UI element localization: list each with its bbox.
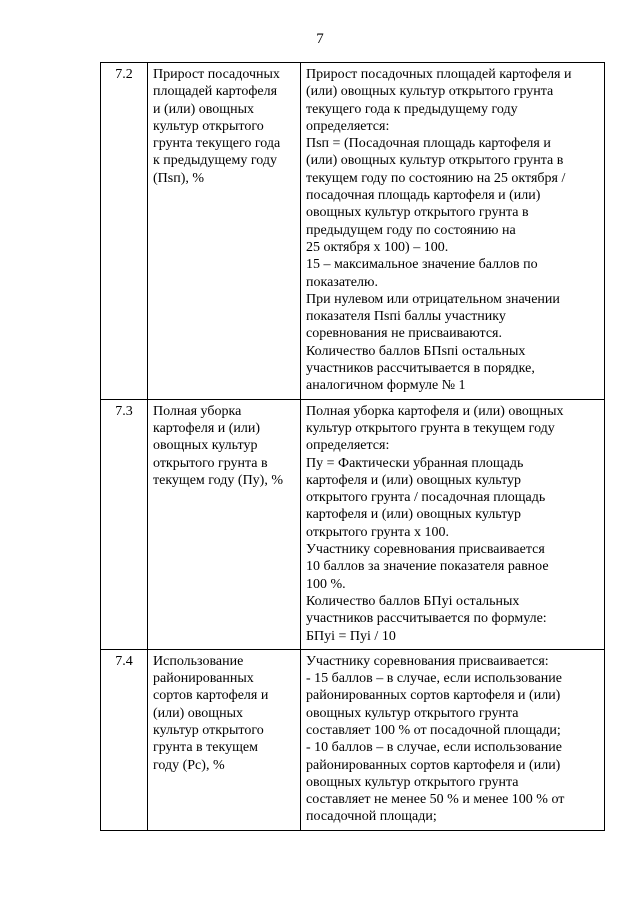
- text-line: сортов картофеля и: [153, 688, 269, 704]
- row-number: 7.2: [101, 63, 148, 400]
- text-line: грунта текущего года: [153, 136, 281, 152]
- text-line: 25 октября х 100) – 100.: [306, 239, 449, 255]
- text-line: картофеля и (или) овощных культур: [306, 507, 522, 523]
- text-line: районированных: [153, 671, 254, 687]
- text-line: предыдущем году по состоянию на: [306, 222, 516, 238]
- text-line: составляет не менее 50 % и менее 100 % от: [306, 792, 565, 808]
- indicator-description: [301, 399, 605, 649]
- text-line: текущего года к предыдущему году: [306, 101, 518, 117]
- indicator-description: [301, 63, 605, 400]
- table-row: [101, 63, 605, 400]
- text-line: открытого грунта / посадочная площадь: [306, 490, 546, 506]
- text-line: Участнику соревнования присваивается:: [306, 653, 549, 669]
- table-row: [101, 399, 605, 649]
- text-line: площадей картофеля: [153, 84, 278, 100]
- text-line: году (Рс), %: [153, 757, 225, 773]
- text-line: к предыдущему году: [153, 153, 277, 169]
- text-line: 15 – максимальное значение баллов по: [306, 257, 538, 273]
- text-line: посадочной площади;: [306, 809, 437, 825]
- text-line: картофеля и (или) овощных культур: [306, 472, 522, 488]
- indicator-name: [148, 63, 301, 400]
- text-line: аналогичном формуле № 1: [306, 378, 466, 394]
- text-line: БПуi = Пуi / 10: [306, 628, 396, 644]
- text-line: Прирост посадочных площадей картофеля и: [306, 67, 572, 82]
- text-line: показателю.: [306, 274, 378, 290]
- text-line: Участнику соревнования присваивается: [306, 542, 545, 558]
- indicator-description: [301, 649, 605, 830]
- text-line: Прирост посадочных: [153, 67, 280, 82]
- text-line: Использование: [153, 653, 244, 669]
- text-line: 100 %.: [306, 576, 346, 592]
- text-line: текущем году (Пу), %: [153, 472, 283, 488]
- criteria-table: [100, 62, 605, 831]
- text-line: текущем году по состоянию на 25 октября /: [306, 170, 566, 186]
- text-line: Пу = Фактически убранная площадь: [306, 455, 524, 471]
- text-line: открытого грунта х 100.: [306, 524, 450, 540]
- text-line: овощных культур открытого грунта в: [306, 205, 529, 221]
- text-line: показателя Пsпi баллы участнику: [306, 309, 506, 325]
- text-line: Полная уборка картофеля и (или) овощных: [306, 403, 564, 419]
- text-line: культур открытого: [153, 118, 264, 134]
- text-line: районированных сортов картофеля и (или): [306, 688, 561, 704]
- text-line: районированных сортов картофеля и (или): [306, 757, 561, 773]
- page-number: 7: [316, 31, 324, 47]
- text-line: (или) овощных: [153, 705, 243, 721]
- text-line: участников рассчитывается по формуле:: [306, 611, 547, 627]
- text-line: (Пsп), %: [153, 170, 205, 186]
- text-line: 10 баллов за значение показателя равное: [306, 559, 549, 575]
- text-line: Количество баллов БПуi остальных: [306, 593, 520, 609]
- text-line: культур открытого грунта в текущем году: [306, 420, 555, 436]
- text-line: определяется:: [306, 438, 390, 454]
- text-line: участников рассчитывается в порядке,: [306, 361, 535, 377]
- text-line: картофеля и (или): [153, 420, 261, 436]
- table-row: [101, 649, 605, 830]
- row-number: 7.3: [101, 399, 148, 649]
- text-line: соревнования не присваиваются.: [306, 326, 502, 342]
- text-line: Полная уборка: [153, 403, 242, 419]
- text-line: (или) овощных культур открытого грунта: [306, 84, 554, 100]
- text-line: - 10 баллов – в случае, если использование: [306, 740, 562, 756]
- text-line: посадочная площадь картофеля и (или): [306, 188, 541, 204]
- text-line: овощных культур: [153, 438, 258, 454]
- indicator-name: [148, 649, 301, 830]
- row-number: 7.4: [101, 649, 148, 830]
- text-line: (или) овощных культур открытого грунта в: [306, 153, 564, 169]
- text-line: составляет 100 % от посадочной площади;: [306, 722, 561, 738]
- text-line: овощных культур открытого грунта: [306, 705, 519, 721]
- text-line: и (или) овощных: [153, 101, 254, 117]
- text-line: культур открытого: [153, 722, 264, 738]
- text-line: - 15 баллов – в случае, если использование: [306, 671, 562, 687]
- text-line: овощных культур открытого грунта: [306, 774, 519, 790]
- text-line: открытого грунта в: [153, 455, 268, 471]
- text-line: Пsп = (Посадочная площадь картофеля и: [306, 136, 551, 152]
- text-line: грунта в текущем: [153, 740, 258, 756]
- text-line: определяется:: [306, 118, 390, 134]
- text-line: При нулевом или отрицательном значении: [306, 291, 560, 307]
- indicator-name: [148, 399, 301, 649]
- text-line: Количество баллов БПsпi остальных: [306, 343, 526, 359]
